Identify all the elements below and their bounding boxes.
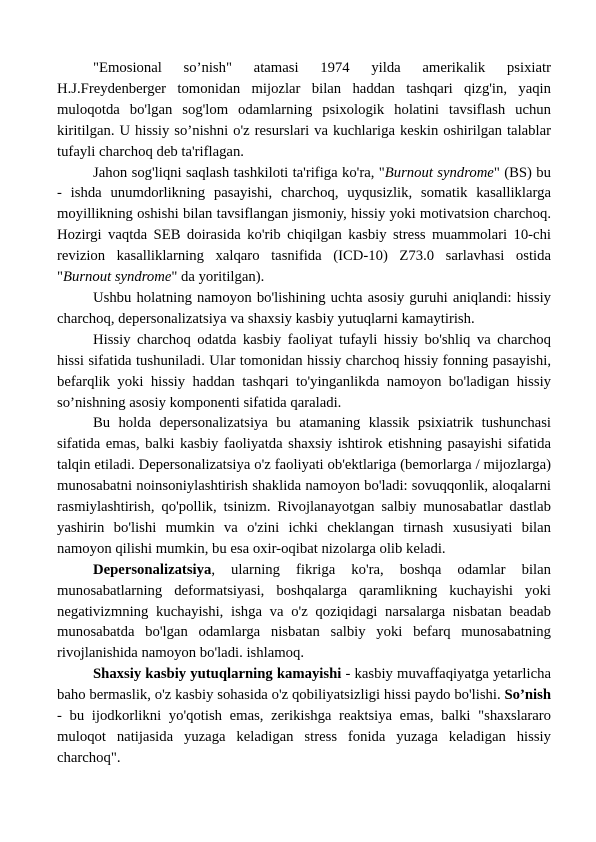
- term-shaxsiy-kasbiy-yutuqlar: Shaxsiy kasbiy yutuqlarning kamayishi: [93, 666, 342, 683]
- paragraph-2-text: " da yoritilgan).: [171, 269, 265, 286]
- term-sonish: So’nish: [504, 687, 551, 704]
- paragraph-5-text: Bu holda depersonalizatsiya bu atamaning klassik psixiatrik tushunchasi sifatida emas, balki kasbiy faoliyatda shaxsiy ishtirok etishning pasayishi sifatida talqin etiladi. Depersonalizatsiya o'z faoliyati ob'ektlariga (bemorlarga / mijozlarga) munosabatni noinsoniylashtirish shaklida namoyon bo'ladi: sovuqqonlik, aloqalarni rasmiylashtirish, qo'pollik, tsinizm. Rivojlanayotgan salbiy munosabatlar dastlab yashirin bo'lishi mumkin va o'zini ichki cheklangan tirnash xususiyati bilan namoyon qilishi mumkin, bu esa oxir-oqibat nizolarga olib keladi.: [57, 415, 551, 557]
- paragraph-1: [57, 58, 551, 163]
- paragraph-3-text: Ushbu holatning namoyon bo'lishining uchta asosiy guruhi aniqlandi: hissiy charchoq, depersonalizatsiya va shaxsiy kasbiy yutuqlarni kamaytirish.: [57, 289, 551, 327]
- paragraph-2-text: " (BS) bu - ishda unumdorlikning pasayishi, charchoq, uyqusizlik, somatik kasalliklarga moyillikning oshishi bilan tavsiflangan jismoniy, hissiy yoki motivatsion charchoq. Hozirgi vaqtda SEB doirasida ko'rib chiqilgan kasbiy stress muammolari 10-chi revizion kasalliklarning xalqaro tasnifida (ICD-10) Z73.0 sarlavhasi ostida ": [57, 164, 551, 286]
- paragraph-7-text: - bu ijodkorlikni yo'qotish emas, zerikishga reaktsiya emas, balki "shaxslararo muloqot natijasida yuzaga keladigan stress fonida yuzaga keladigan hissiy charchoq".: [57, 708, 551, 766]
- paragraph-3: [57, 288, 551, 330]
- paragraph-5: [57, 413, 551, 559]
- paragraph-4: [57, 330, 551, 414]
- paragraph-1-text: "Emosional so’nish" atamasi 1974 yilda amerikalik psixiatr H.J.Freydenberger tomonidan mijozlar bilan haddan tashqari qizg'in, yaqin muloqotda bo'lgan sog'lom odamlarning psixologik holatini tavsiflash uchun kiritilgan. U hissiy so’nishni o'z resurslari va kuchlariga keskin oshirilgan talablar tufayli charchoq deb ta'riflagan.: [57, 60, 551, 160]
- paragraph-2: [57, 163, 551, 288]
- paragraph-7-text: - kasbiy muvaffaqiyatga yetarlicha baho bermaslik, o'z kasbiy sohasida o'z qobiliyatsizligi hissi paydo bo'lishi.: [57, 666, 551, 704]
- term-depersonalizatsiya: Depersonalizatsiya: [93, 561, 212, 578]
- paragraph-7: [57, 664, 551, 769]
- document-page: [57, 58, 551, 769]
- paragraph-6: [57, 560, 551, 665]
- term-burnout-syndrome: Burnout syndrome: [63, 269, 172, 286]
- paragraph-4-text: Hissiy charchoq odatda kasbiy faoliyat tufayli hissiy bo'shliq va charchoq hissi sifatida tushuniladi. Ular tomonidan hissiy charchoq hissiy fonning pasayishi, befarqlik yoki hissiy haddan tashqari to'yinganlikda namoyon bo'ladigan hissiy so’nishning asosiy komponenti sifatida qaraladi.: [57, 331, 551, 411]
- paragraph-2-text: Jahon sog'liqni saqlash tashkiloti ta'rifiga ko'ra, ": [93, 164, 385, 181]
- paragraph-6-text: , ularning fikriga ko'ra, boshqa odamlar bilan munosabatlarning deformatsiyasi, boshqalarga qaramlikning kuchayishi yoki negativizmning kuchayishi, ishga va o'z qoziqidagi narsalarga nisbatan beadab munosabatda bo'lgan odamlarga nisbatan salbiy yoki befarq munosabatning rivojlanishida namoyon bo'ladi. ishlamoq.: [57, 561, 551, 662]
- term-burnout-syndrome: Burnout syndrome: [384, 164, 494, 181]
